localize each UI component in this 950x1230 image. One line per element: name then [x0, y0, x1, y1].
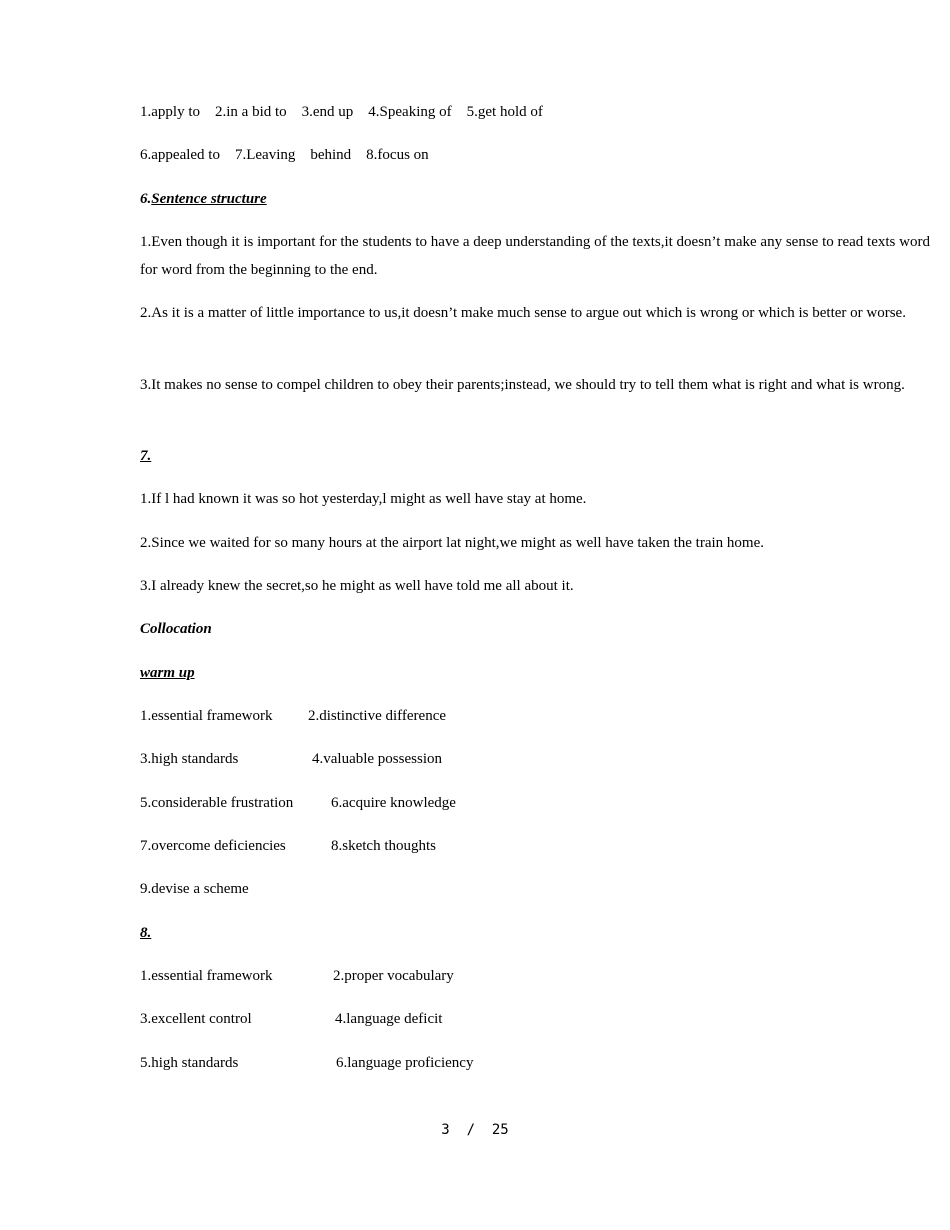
section-6-item-1: 1.Even though it is important for the students to have a deep understanding of the texts,it doesn’t make any sense to read texts word for word from the beginning to the end.	[140, 234, 930, 278]
section-7-item-3: 3.I already knew the secret,so he might as well have told me all about it.	[140, 578, 574, 594]
section-7-heading: 7.	[140, 448, 152, 464]
collocation-row-4-left: 7.overcome deficiencies	[140, 838, 286, 854]
phrases-line-1: 1.apply to 2.in a bid to 3.end up 4.Speaking of 5.get hold of	[140, 104, 543, 120]
section-7-item-1: 1.If l had known it was so hot yesterday,l might as well have stay at home.	[140, 491, 587, 507]
collocation-row-2-right: 4.valuable possession	[312, 751, 442, 767]
collocation-row-2-left: 3.high standards	[140, 751, 239, 767]
section-8-row-1-left: 1.essential framework	[140, 968, 273, 984]
collocation-row-1-right: 2.distinctive difference	[308, 708, 447, 724]
section-8-row-3-right: 6.language proficiency	[336, 1055, 474, 1071]
section-8-row-2-right: 4.language deficit	[335, 1011, 443, 1027]
section-8-row-2-left: 3.excellent control	[140, 1011, 252, 1027]
section-6-title: Sentence structure	[151, 191, 267, 207]
section-6-item-2: 2.As it is a matter of little importance to us,it doesn’t make much sense to argue out which is wrong or which is better or worse.	[140, 305, 906, 321]
section-6-item-3: 3.It makes no sense to compel children to obey their parents;instead, we should try to tell them what is right and what is wrong.	[140, 377, 905, 393]
warmup-heading: warm up	[140, 665, 195, 681]
phrases-line-2: 6.appealed to 7.Leaving behind 8.focus on	[140, 147, 429, 163]
section-8-heading: 8.	[140, 925, 152, 941]
section-8-row-1-right: 2.proper vocabulary	[333, 968, 454, 984]
collocation-row-1-left: 1.essential framework	[140, 708, 273, 724]
collocation-row-3-left: 5.considerable frustration	[140, 795, 294, 811]
section-6-number: 6.	[140, 191, 152, 207]
section-6-heading	[140, 185, 267, 213]
section-8-row-3-left: 5.high standards	[140, 1055, 239, 1071]
collocation-row-5-left: 9.devise a scheme	[140, 881, 249, 897]
section-7-item-2: 2.Since we waited for so many hours at the airport lat night,we might as well have taken the train home.	[140, 535, 764, 551]
collocation-row-3-right: 6.acquire knowledge	[331, 795, 456, 811]
page-indicator: 3 / 25	[441, 1122, 509, 1138]
collocation-row-4-right: 8.sketch thoughts	[331, 838, 436, 854]
collocation-heading: Collocation	[140, 621, 212, 637]
